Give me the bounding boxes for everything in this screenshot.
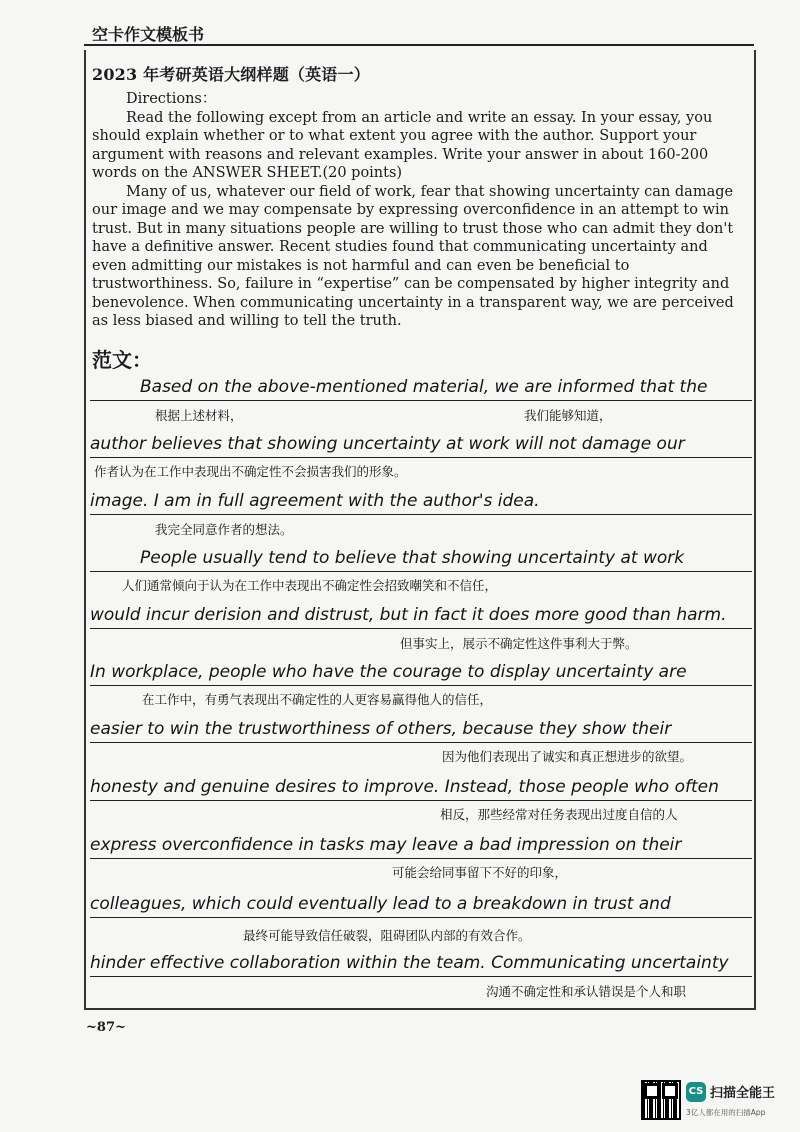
- essay-line: In workplace, people who have the courage to display uncertainty are: [90, 661, 752, 686]
- scanner-name: 扫描全能王: [710, 1086, 776, 1101]
- excerpt-paragraph: Many of us, whatever our field of work, fear that showing uncertainty can damage our image and we may compensate by expressing overconfidence in an attempt to win trust. But in many situations people are willing to trust those who can admit they don't have a definitive answer. Recent studies found that communicating uncertainty and even admitting our mistakes is not harmful and can even be beneficial to trustworthiness. So, failure in “expertise” can be compensated by higher integrity and benevolence. When communicating uncertainty in a transparent way, we are perceived as less biased and willing to tell the truth.: [92, 183, 734, 329]
- translation: 相反，那些经常对任务表现出过度自信的人: [440, 807, 678, 822]
- essay-line: author believes that showing uncertainty at work will not damage our: [90, 433, 752, 458]
- translation: 作者认为在工作中表现出不确定性不会损害我们的形象。: [94, 464, 407, 479]
- translation: 可能会给同事留下不好的印象，: [392, 865, 568, 880]
- translation: 人们通常倾向于认为在工作中表现出不确定性会招致嘲笑和不信任，: [122, 578, 498, 593]
- scanner-slogan: 3亿人都在用的扫描App: [686, 1108, 766, 1117]
- sample-heading: 范文：: [92, 348, 152, 372]
- directions-paragraph: Read the following except from an article and write an essay. In your essay, you should explain whether or to what extent you agree with the author. Support your argument with reasons and relevant examples. Write your answer in about 160-200 words on the ANSWER SHEET.(20 points): [92, 109, 713, 181]
- translation: 沟通不确定性和承认错误是个人和职: [486, 984, 687, 999]
- essay-line: image. I am in full agreement with the author's idea.: [90, 490, 752, 515]
- prompt-title: 2023 年考研英语大纲样题（英语一）: [92, 65, 370, 84]
- camscanner-logo-icon: CS: [686, 1082, 706, 1102]
- essay-line: would incur derision and distrust, but in fact it does more good than harm.: [90, 604, 752, 629]
- qr-code-icon: [641, 1080, 681, 1120]
- translation: 因为他们表现出了诚实和真正想进步的欲望。: [442, 749, 693, 764]
- translation: 我完全同意作者的想法。: [155, 522, 293, 537]
- translation: 我们能够知道，: [524, 408, 612, 423]
- essay-line: hinder effective collaboration within the team. Communicating uncertainty: [90, 952, 752, 977]
- translation: 但事实上，展示不确定性这件事利大于弊。: [400, 636, 638, 651]
- translation: 在工作中，有勇气表现出不确定性的人更容易赢得他人的信任，: [142, 692, 493, 707]
- essay-line: colleagues, which could eventually lead to a breakdown in trust and: [90, 893, 752, 918]
- essay-line: easier to win the trustworthiness of others, because they show their: [90, 718, 752, 743]
- prompt-block: [92, 90, 742, 331]
- essay-line: Based on the above-mentioned material, we are informed that the: [90, 376, 752, 401]
- essay-line: honesty and genuine desires to improve. Instead, those people who often: [90, 776, 752, 801]
- translation: 最终可能导致信任破裂，阻碍团队内部的有效合作。: [243, 928, 531, 943]
- essay-line: People usually tend to believe that showing uncertainty at work: [90, 547, 752, 572]
- directions-label: Directions：: [126, 91, 217, 107]
- translation: 根据上述材料，: [155, 408, 243, 423]
- essay-line: express overconfidence in tasks may leave a bad impression on their: [90, 834, 752, 859]
- page-number: ~87~: [86, 1020, 126, 1035]
- header-rule: [84, 44, 754, 46]
- header-title: 空卡作文模板书: [92, 25, 205, 44]
